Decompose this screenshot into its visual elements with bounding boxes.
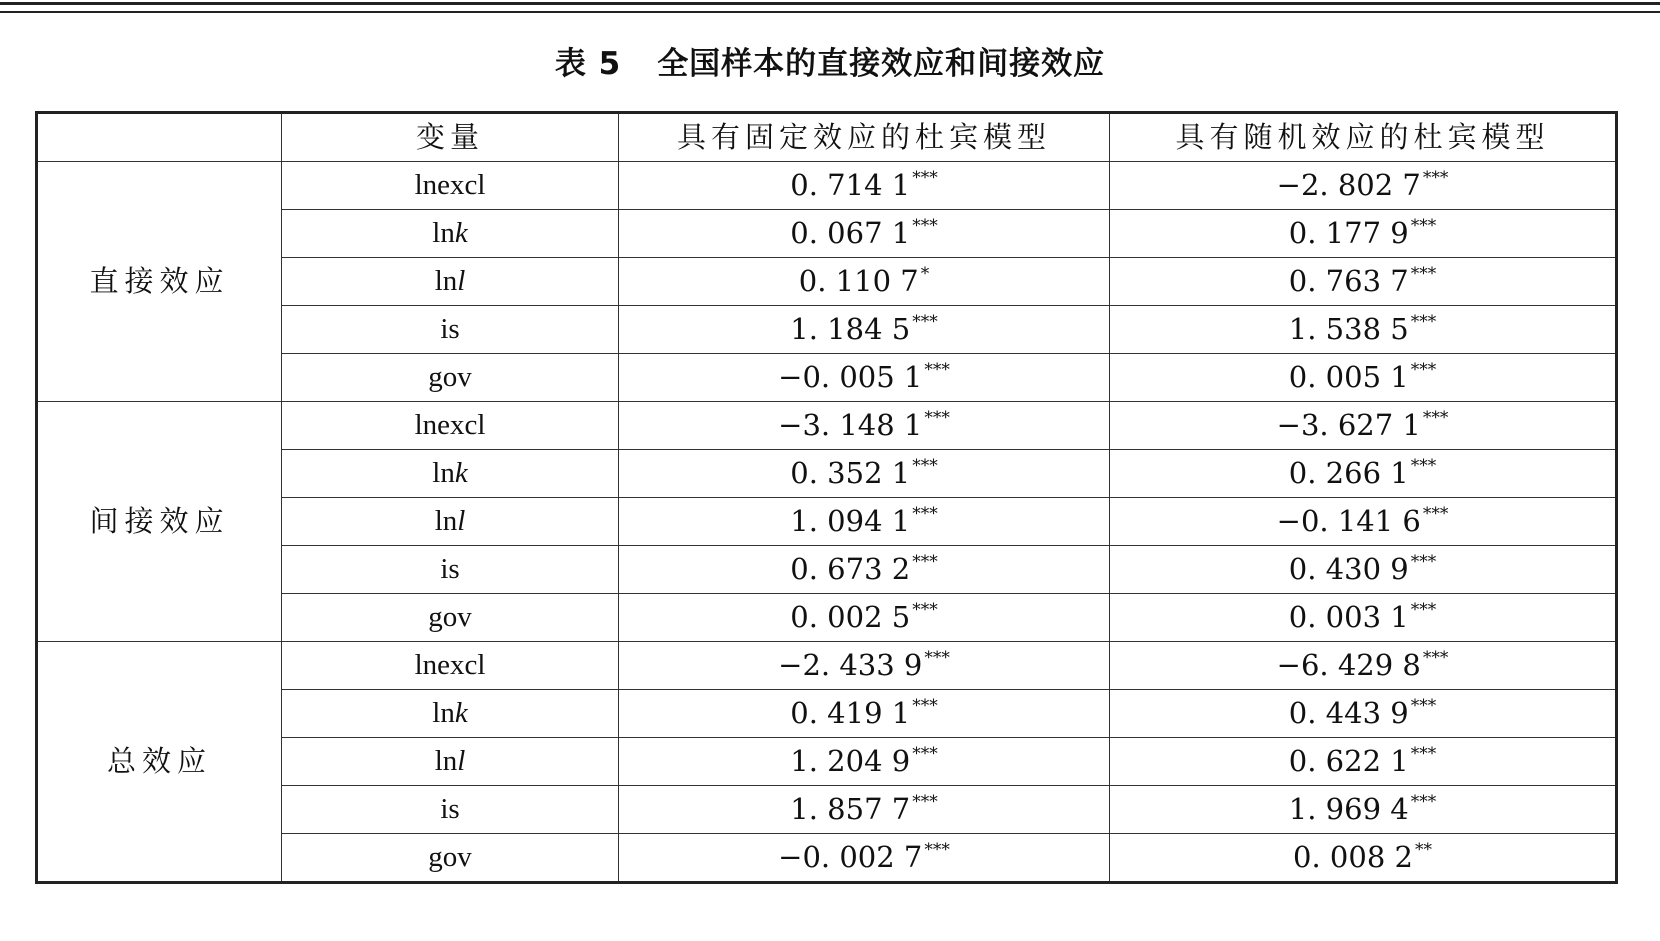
- significance-stars: ***: [1422, 168, 1449, 188]
- significance-stars: ***: [924, 840, 950, 860]
- significance-stars: ***: [912, 552, 938, 572]
- fixed-effect-value: 0. 352 1: [790, 456, 911, 490]
- variable-cell: [282, 450, 619, 498]
- significance-stars: ***: [912, 600, 938, 620]
- random-effect-value-cell: [1110, 738, 1617, 786]
- fixed-effect-value-cell: [619, 162, 1110, 210]
- fixed-effect-value: −0. 005 1: [778, 360, 923, 394]
- variable-italic-suffix: l: [457, 505, 466, 537]
- random-effect-value-cell: [1110, 402, 1617, 450]
- variable-name: ln: [434, 745, 458, 777]
- fixed-effect-value-cell: [619, 738, 1110, 786]
- significance-stars: ***: [1410, 456, 1437, 476]
- variable-cell: [282, 402, 619, 450]
- random-effect-value-cell: [1110, 162, 1617, 210]
- variable-name: gov: [428, 361, 472, 393]
- variable-name: is: [440, 553, 460, 585]
- variable-name: ln: [434, 505, 458, 537]
- variable-cell: [282, 642, 619, 690]
- fixed-effect-value-cell: [619, 594, 1110, 642]
- group-label-total-effect: 总效应: [37, 642, 282, 883]
- random-effect-value: 0. 003 1: [1288, 600, 1409, 634]
- variable-name: is: [440, 793, 460, 825]
- random-effect-value: 0. 443 9: [1288, 696, 1409, 730]
- group-label-direct-effect: 直接效应: [37, 162, 282, 402]
- fixed-effect-value: 0. 419 1: [790, 696, 911, 730]
- random-effect-value: −6. 429 8: [1276, 648, 1421, 682]
- fixed-effect-value-cell: [619, 306, 1110, 354]
- random-effect-value-cell: [1110, 306, 1617, 354]
- variable-italic-suffix: k: [454, 217, 468, 249]
- variable-italic-suffix: l: [457, 745, 466, 777]
- random-effect-value-cell: [1110, 450, 1617, 498]
- fixed-effect-value: 1. 204 9: [790, 744, 911, 778]
- significance-stars: ***: [912, 696, 938, 716]
- significance-stars: ***: [1410, 264, 1437, 284]
- random-effect-value-cell: [1110, 258, 1617, 306]
- variable-name: ln: [432, 217, 455, 249]
- variable-cell: [282, 546, 619, 594]
- fixed-effect-value: −2. 433 9: [778, 648, 923, 682]
- significance-stars: ***: [912, 312, 938, 332]
- fixed-effect-value: 1. 857 7: [790, 792, 911, 826]
- top-rule-thin: [0, 11, 1660, 13]
- fixed-effect-value: −0. 002 7: [778, 840, 923, 874]
- random-effect-value-cell: [1110, 210, 1617, 258]
- significance-stars: ***: [1410, 552, 1437, 572]
- significance-stars: ***: [1410, 744, 1437, 764]
- variable-italic-suffix: l: [457, 265, 466, 297]
- fixed-effect-value-cell: [619, 834, 1110, 883]
- variable-cell: [282, 690, 619, 738]
- random-effect-value: 0. 622 1: [1288, 744, 1409, 778]
- significance-stars: ***: [1422, 504, 1449, 524]
- variable-name: gov: [428, 841, 472, 873]
- variable-name: ln: [432, 697, 455, 729]
- fixed-effect-value-cell: [619, 354, 1110, 402]
- fixed-effect-value-cell: [619, 450, 1110, 498]
- fixed-effect-value-cell: [619, 642, 1110, 690]
- fixed-effect-value: 1. 094 1: [790, 504, 911, 538]
- significance-stars: ***: [1410, 600, 1437, 620]
- variable-name: ln: [434, 265, 458, 297]
- fixed-effect-value-cell: [619, 402, 1110, 450]
- variable-cell: [282, 258, 619, 306]
- table-body: [37, 162, 1617, 883]
- random-effect-value: 0. 005 1: [1288, 360, 1409, 394]
- significance-stars: ***: [912, 744, 938, 764]
- fixed-effect-value-cell: [619, 690, 1110, 738]
- table-row: [37, 402, 1617, 450]
- header-row: [37, 113, 1617, 162]
- random-effect-value: 1. 969 4: [1288, 792, 1409, 826]
- significance-stars: ***: [1410, 360, 1437, 380]
- random-effect-value-cell: [1110, 498, 1617, 546]
- random-effect-value-cell: [1110, 690, 1617, 738]
- variable-italic-suffix: k: [454, 697, 468, 729]
- significance-stars: ***: [1410, 696, 1437, 716]
- variable-cell: [282, 498, 619, 546]
- fixed-effect-value: −3. 148 1: [778, 408, 923, 442]
- table-title: 全国样本的直接效应和间接效应: [657, 46, 1106, 82]
- fixed-effect-value-cell: [619, 498, 1110, 546]
- variable-cell: [282, 834, 619, 883]
- random-effect-value: 0. 177 9: [1288, 216, 1409, 250]
- table-row: [37, 642, 1617, 690]
- fixed-effect-value: 0. 673 2: [790, 552, 911, 586]
- significance-stars: ***: [912, 456, 938, 476]
- random-effect-value-cell: [1110, 642, 1617, 690]
- top-rule-thick: [0, 2, 1660, 5]
- significance-stars: ***: [1410, 312, 1437, 332]
- significance-stars: **: [1414, 840, 1432, 860]
- random-effect-value: 0. 008 2: [1293, 840, 1413, 874]
- significance-stars: ***: [912, 216, 938, 236]
- variable-name: ln: [432, 457, 455, 489]
- significance-stars: ***: [1422, 408, 1449, 428]
- header-fixed-effects-model: 具有固定效应的杜宾模型: [619, 113, 1110, 162]
- random-effect-value: 1. 538 5: [1288, 312, 1409, 346]
- variable-cell: [282, 594, 619, 642]
- significance-stars: *: [920, 264, 930, 284]
- random-effect-value-cell: [1110, 786, 1617, 834]
- random-effect-value-cell: [1110, 354, 1617, 402]
- random-effect-value: 0. 430 9: [1288, 552, 1409, 586]
- table-row: [37, 162, 1617, 210]
- variable-italic-suffix: k: [454, 457, 468, 489]
- variable-cell: [282, 306, 619, 354]
- significance-stars: ***: [1410, 792, 1437, 812]
- random-effect-value: 0. 763 7: [1288, 264, 1409, 298]
- table-number: 表 5: [554, 46, 622, 82]
- variable-name: lnexcl: [414, 409, 486, 441]
- variable-name: is: [440, 313, 460, 345]
- significance-stars: ***: [924, 648, 950, 668]
- header-random-effects-model: 具有随机效应的杜宾模型: [1110, 113, 1617, 162]
- variable-cell: [282, 354, 619, 402]
- variable-name: lnexcl: [414, 169, 486, 201]
- variable-cell: [282, 210, 619, 258]
- significance-stars: ***: [912, 504, 938, 524]
- random-effect-value: 0. 266 1: [1288, 456, 1409, 490]
- significance-stars: ***: [924, 360, 950, 380]
- fixed-effect-value: 0. 002 5: [790, 600, 911, 634]
- fixed-effect-value-cell: [619, 258, 1110, 306]
- random-effect-value-cell: [1110, 546, 1617, 594]
- variable-cell: [282, 162, 619, 210]
- fixed-effect-value: 0. 714 1: [790, 168, 911, 202]
- random-effect-value: −3. 627 1: [1276, 408, 1421, 442]
- significance-stars: ***: [912, 792, 938, 812]
- group-label-indirect-effect: 间接效应: [37, 402, 282, 642]
- header-group: [37, 113, 282, 162]
- random-effect-value-cell: [1110, 594, 1617, 642]
- table-caption: [0, 38, 1660, 83]
- significance-stars: ***: [924, 408, 950, 428]
- random-effect-value: −2. 802 7: [1276, 168, 1421, 202]
- fixed-effect-value-cell: [619, 546, 1110, 594]
- header-variable: 变量: [282, 113, 619, 162]
- fixed-effect-value-cell: [619, 786, 1110, 834]
- fixed-effect-value: 1. 184 5: [790, 312, 911, 346]
- random-effect-value-cell: [1110, 834, 1617, 883]
- significance-stars: ***: [1422, 648, 1449, 668]
- fixed-effect-value-cell: [619, 210, 1110, 258]
- variable-cell: [282, 786, 619, 834]
- variable-cell: [282, 738, 619, 786]
- significance-stars: ***: [1410, 216, 1437, 236]
- fixed-effect-value: 0. 067 1: [790, 216, 911, 250]
- significance-stars: ***: [912, 168, 938, 188]
- variable-name: gov: [428, 601, 472, 633]
- variable-name: lnexcl: [414, 649, 486, 681]
- random-effect-value: −0. 141 6: [1276, 504, 1421, 538]
- fixed-effect-value: 0. 110 7: [798, 264, 919, 298]
- effects-table: [35, 111, 1618, 884]
